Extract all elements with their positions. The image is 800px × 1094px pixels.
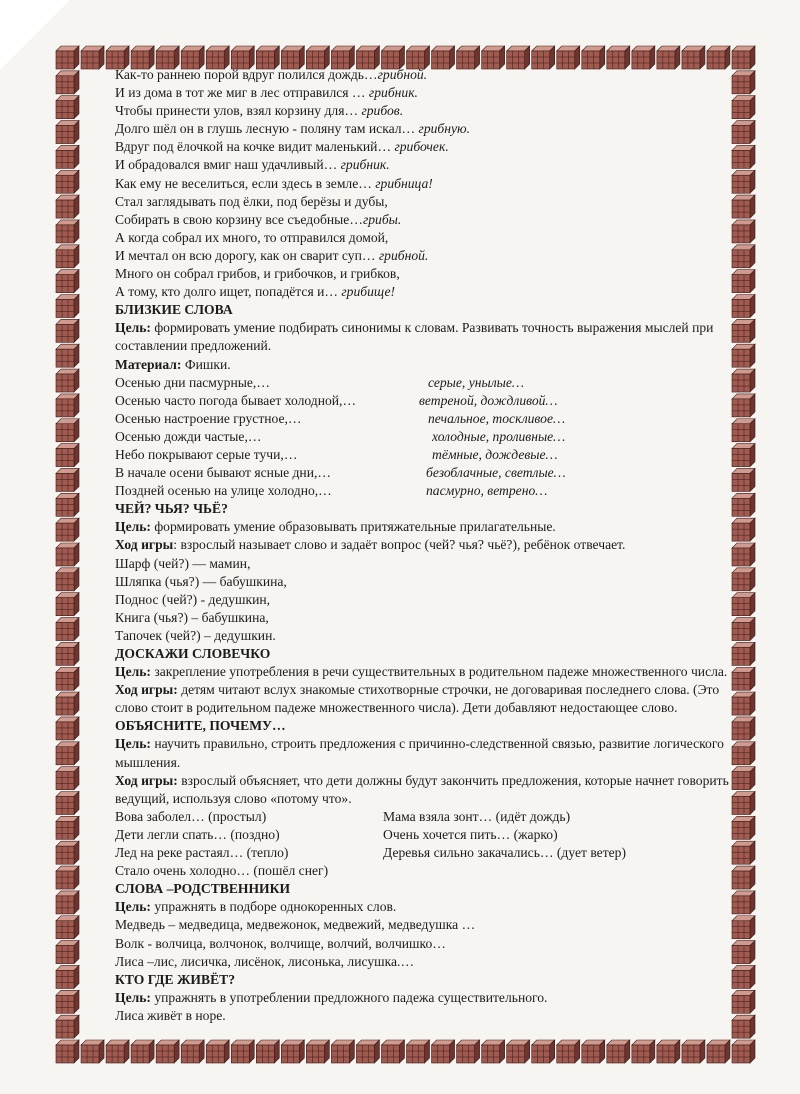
section-title-whose: ЧЕЙ? ЧЬЯ? ЧЬЁ? — [115, 501, 228, 517]
border-cube-icon — [732, 96, 755, 119]
example-line: Шляпка (чья?) — бабушкина, — [115, 573, 287, 589]
poem-line — [115, 102, 735, 120]
border-cube-icon — [732, 667, 755, 690]
border-cube-icon — [632, 1040, 655, 1063]
border-cube-icon — [732, 121, 755, 144]
poem-text: Много он собрал грибов, и грибочков, и грибков, — [115, 266, 400, 282]
border-cube-icon — [131, 1040, 154, 1063]
synonym-row — [115, 410, 735, 428]
border-cube-icon — [607, 1040, 630, 1063]
goal-paragraph: Цель: закрепление употребления в речи существительных в родительном падеже множественного числа. — [115, 664, 728, 680]
border-cube-icon — [56, 767, 79, 790]
poem-line — [115, 265, 735, 283]
example-line: Книга (чья?) – бабушкина, — [115, 609, 269, 625]
answer-word: грибной. — [378, 247, 429, 263]
border-cube-icon — [732, 1040, 755, 1063]
border-cube-icon — [56, 518, 79, 541]
border-cube-icon — [582, 1040, 605, 1063]
cause-row — [115, 844, 735, 862]
border-cube-icon — [732, 543, 755, 566]
cause-effect-table — [115, 808, 735, 880]
border-cube-icon — [732, 319, 755, 342]
synonym-row — [115, 464, 735, 482]
border-cube-icon — [56, 692, 79, 715]
poem-line — [115, 156, 735, 174]
section-title-explain-why: ОБЪЯСНИТЕ, ПОЧЕМУ… — [115, 718, 286, 734]
cause-left: Дети легли спать… (поздно) — [115, 826, 280, 842]
border-cube-icon — [732, 344, 755, 367]
sentence: Небо покрывают серые тучи,… — [115, 446, 298, 462]
poem-line — [115, 120, 735, 138]
border-cube-icon — [56, 568, 79, 591]
border-cube-icon — [732, 145, 755, 168]
goal-paragraph: Цель: формировать умение подбирать синонимы к словам. Развивать точность выражения мыслей при составлении предложений. — [115, 320, 714, 354]
example-line: Шарф (чей?) — мамин, — [115, 555, 251, 571]
border-cube-icon — [732, 642, 755, 665]
sentence: Осенью дожди частые,… — [115, 428, 262, 444]
border-cube-icon — [56, 419, 79, 442]
synonyms: серые, унылые… — [428, 374, 524, 390]
border-cube-icon — [156, 1040, 179, 1063]
answer-word: грибов. — [361, 103, 404, 119]
border-cube-icon — [732, 990, 755, 1013]
border-cube-icon — [56, 493, 79, 516]
example-line: Лиса живёт в норе. — [115, 1007, 226, 1023]
poem-line — [115, 283, 735, 301]
sentence: В начале осени бывают ясные дни,… — [115, 465, 331, 481]
border-cube-icon — [56, 295, 79, 318]
example-line: Лиса –лис, лисичка, лисёнок, лисонька, лисушка.… — [115, 953, 415, 969]
border-cube-icon — [732, 468, 755, 491]
border-cube-icon — [732, 941, 755, 964]
border-cube-icon — [356, 1040, 379, 1063]
border-cube-icon — [732, 295, 755, 318]
synonyms: ветреной, дождливой… — [419, 392, 558, 408]
synonym-row — [115, 374, 735, 392]
border-cube-icon — [732, 71, 755, 94]
border-cube-icon — [56, 468, 79, 491]
poem-line — [115, 84, 735, 102]
section-title-related-words: СЛОВА –РОДСТВЕННИКИ — [115, 881, 291, 897]
border-cube-icon — [56, 121, 79, 144]
border-cube-icon — [682, 1040, 705, 1063]
border-cube-icon — [732, 618, 755, 641]
poem-text: Чтобы принести улов, взял корзину для… — [115, 103, 362, 119]
material-line: Материал: Фишки. — [115, 356, 231, 372]
synonym-row — [115, 428, 735, 446]
answer-word: грибище! — [341, 284, 396, 300]
cause-left: Лед на реке растаял… (тепло) — [115, 845, 289, 861]
border-cube-icon — [432, 1040, 455, 1063]
border-cube-icon — [56, 195, 79, 218]
border-cube-icon — [56, 717, 79, 740]
possessive-examples — [115, 555, 735, 645]
border-cube-icon — [732, 270, 755, 293]
border-cube-icon — [306, 1040, 329, 1063]
poem-text: Собирать в свою корзину все съедобные… — [115, 211, 363, 227]
border-cube-icon — [331, 1040, 354, 1063]
goal-paragraph: Цель: формировать умение образовывать притяжательные прилагательные. — [115, 519, 556, 535]
poem-text: Долго шёл он в глушь лесную - поляну там искал… — [115, 121, 419, 137]
example-line: Поднос (чей?) - дедушкин, — [115, 591, 271, 607]
border-cube-icon — [56, 543, 79, 566]
border-cube-icon — [732, 245, 755, 268]
synonym-row — [115, 482, 735, 500]
poem-text: А когда собрал их много, то отправился домой, — [115, 229, 389, 245]
border-cube-icon — [81, 46, 104, 69]
document-text — [115, 66, 735, 1025]
answer-word: грибница! — [375, 175, 433, 191]
cause-row — [115, 808, 735, 826]
poem-text: Стал заглядывать под ёлки, под берёзы и дубы, — [115, 193, 388, 209]
example-line: Тапочек (чей?) – дедушкин. — [115, 627, 276, 643]
border-cube-icon — [457, 1040, 480, 1063]
synonyms: печальное, тоскливое… — [428, 410, 566, 426]
border-cube-icon — [56, 642, 79, 665]
cause-left: Вова заболел… (простыл) — [115, 808, 267, 824]
synonym-table — [115, 374, 735, 501]
border-cube-icon — [106, 1040, 129, 1063]
sentence: Осенью дни пасмурные,… — [115, 374, 270, 390]
border-cube-icon — [56, 344, 79, 367]
border-cube-icon — [56, 394, 79, 417]
border-cube-icon — [507, 1040, 530, 1063]
poem-text: И обрадовался вмиг наш удачливый… — [115, 157, 341, 173]
border-cube-icon — [56, 792, 79, 815]
border-cube-icon — [56, 369, 79, 392]
border-cube-icon — [407, 1040, 430, 1063]
cause-right: Деревья сильно закачались… (дует ветер) — [383, 845, 627, 861]
border-cube-icon — [732, 767, 755, 790]
border-cube-icon — [732, 444, 755, 467]
border-cube-icon — [56, 990, 79, 1013]
border-cube-icon — [81, 1040, 104, 1063]
border-cube-icon — [381, 1040, 404, 1063]
border-cube-icon — [256, 1040, 279, 1063]
goal-paragraph: Цель: научить правильно, строить предложения с причинно-следственной связью, развитие логического мышления. — [115, 736, 724, 770]
cause-right: Очень хочется пить… (жарко) — [383, 826, 558, 842]
border-cube-icon — [732, 792, 755, 815]
border-cube-icon — [732, 220, 755, 243]
border-cube-icon — [56, 145, 79, 168]
answer-word: грибочек. — [394, 139, 449, 155]
section-title-close-words: БЛИЗКИЕ СЛОВА — [115, 302, 233, 318]
section-title-who-lives-where: КТО ГДЕ ЖИВЁТ? — [115, 971, 236, 987]
border-cube-icon — [732, 593, 755, 616]
poem-text: Как ему не веселиться, если здесь в земле… — [115, 175, 376, 191]
sentence: Осенью часто погода бывает холодной,… — [115, 392, 357, 408]
border-cube-icon — [56, 270, 79, 293]
border-cube-icon — [732, 1015, 755, 1038]
border-cube-icon — [532, 1040, 555, 1063]
border-cube-icon — [732, 866, 755, 889]
cause-row — [115, 826, 735, 844]
border-cube-icon — [56, 941, 79, 964]
border-cube-icon — [732, 369, 755, 392]
border-cube-icon — [732, 965, 755, 988]
example-line: Волк - волчица, волчонок, волчище, волчий, волчишко… — [115, 935, 446, 951]
sentence: Поздней осенью на улице холодно,… — [115, 483, 332, 499]
border-cube-icon — [657, 1040, 680, 1063]
border-cube-icon — [732, 841, 755, 864]
border-cube-icon — [56, 618, 79, 641]
border-cube-icon — [732, 891, 755, 914]
border-cube-icon — [732, 419, 755, 442]
border-cube-icon — [732, 394, 755, 417]
poem-text: Как-то раннею порой вдруг полился дождь… — [115, 67, 378, 82]
sentence: Осенью настроение грустное,… — [115, 410, 302, 426]
game-paragraph: Ход игры: детям читают вслух знакомые стихотворные строчки, не договаривая последнего слова. (Это слово стоит в родительном падеже множественного числа). Дети добавляют недостающее слово. — [115, 682, 720, 716]
poem-line — [115, 211, 735, 229]
border-cube-icon — [482, 1040, 505, 1063]
border-cube-icon — [732, 170, 755, 193]
border-cube-icon — [56, 965, 79, 988]
section-title-finish-word: ДОСКАЖИ СЛОВЕЧКО — [115, 646, 271, 661]
game-paragraph: Ход игры: взрослый объясняет, что дети должны будут закончить предложения, которые начнет говорить ведущий, используя слово «потому что». — [115, 772, 729, 806]
border-cube-icon — [732, 518, 755, 541]
poem-text: Вдруг под ёлочкой на кочке видит маленький… — [115, 139, 395, 155]
poem-text: А тому, кто долго ищет, попадётся и… — [115, 284, 342, 300]
border-cube-icon — [281, 1040, 304, 1063]
border-cube-icon — [56, 444, 79, 467]
answer-word: грибник. — [340, 157, 390, 173]
cause-row — [115, 862, 735, 880]
border-cube-icon — [732, 493, 755, 516]
poem-line — [115, 193, 735, 211]
answer-word: грибник. — [368, 85, 418, 101]
answer-word: грибы. — [362, 211, 402, 227]
poem-line — [115, 175, 735, 193]
poem-line — [115, 247, 735, 265]
border-cube-icon — [56, 46, 79, 69]
synonyms: пасмурно, ветрено… — [426, 483, 548, 499]
poem-text: И мечтал он всю дорогу, как он сварит суп… — [115, 247, 379, 263]
border-cube-icon — [56, 593, 79, 616]
border-cube-icon — [732, 568, 755, 591]
border-cube-icon — [56, 1015, 79, 1038]
synonym-row — [115, 392, 735, 410]
answer-word: грибной. — [377, 67, 428, 82]
border-cube-icon — [56, 170, 79, 193]
cause-right: Мама взяла зонт… (идёт дождь) — [383, 808, 571, 824]
mushroom-poem — [115, 66, 735, 301]
border-cube-icon — [732, 816, 755, 839]
border-cube-icon — [56, 866, 79, 889]
answer-word: грибную. — [418, 121, 471, 137]
border-cube-icon — [206, 1040, 229, 1063]
border-cube-icon — [557, 1040, 580, 1063]
border-cube-icon — [231, 1040, 254, 1063]
border-cube-icon — [56, 245, 79, 268]
border-cube-icon — [56, 816, 79, 839]
poem-line — [115, 229, 735, 247]
border-cube-icon — [56, 220, 79, 243]
border-cube-icon — [56, 841, 79, 864]
synonyms: холодные, проливные… — [432, 428, 566, 444]
border-cube-icon — [56, 319, 79, 342]
border-cube-icon — [732, 692, 755, 715]
border-cube-icon — [56, 667, 79, 690]
synonym-row — [115, 446, 735, 464]
border-cube-icon — [56, 742, 79, 765]
border-cube-icon — [732, 195, 755, 218]
border-cube-icon — [732, 742, 755, 765]
synonyms: тёмные, дождевые… — [432, 446, 558, 462]
cause-left: Стало очень холодно… (пошёл снег) — [115, 863, 329, 879]
border-cube-icon — [732, 916, 755, 939]
game-paragraph: Ход игры: взрослый называет слово и задаёт вопрос (чей? чья? чьё?), ребёнок отвечает. — [115, 537, 626, 553]
border-cube-icon — [181, 1040, 204, 1063]
poem-line — [115, 66, 735, 84]
poem-line — [115, 138, 735, 156]
border-cube-icon — [56, 891, 79, 914]
goal-paragraph: Цель: упражнять в употреблении предложного падежа существительного. — [115, 989, 548, 1005]
border-cube-icon — [707, 1040, 730, 1063]
border-cube-icon — [56, 96, 79, 119]
border-cube-icon — [56, 71, 79, 94]
border-cube-icon — [56, 916, 79, 939]
related-word-examples — [115, 916, 735, 970]
border-cube-icon — [56, 1040, 79, 1063]
border-cube-icon — [732, 46, 755, 69]
border-cube-icon — [732, 717, 755, 740]
synonyms: безоблачные, светлые… — [426, 465, 566, 481]
example-line: Медведь – медведица, медвежонок, медвежий, медведушка … — [115, 917, 476, 933]
poem-text: И из дома в тот же миг в лес отправился … — [115, 85, 369, 101]
goal-paragraph: Цель: упражнять в подборе однокоренных слов. — [115, 899, 397, 915]
